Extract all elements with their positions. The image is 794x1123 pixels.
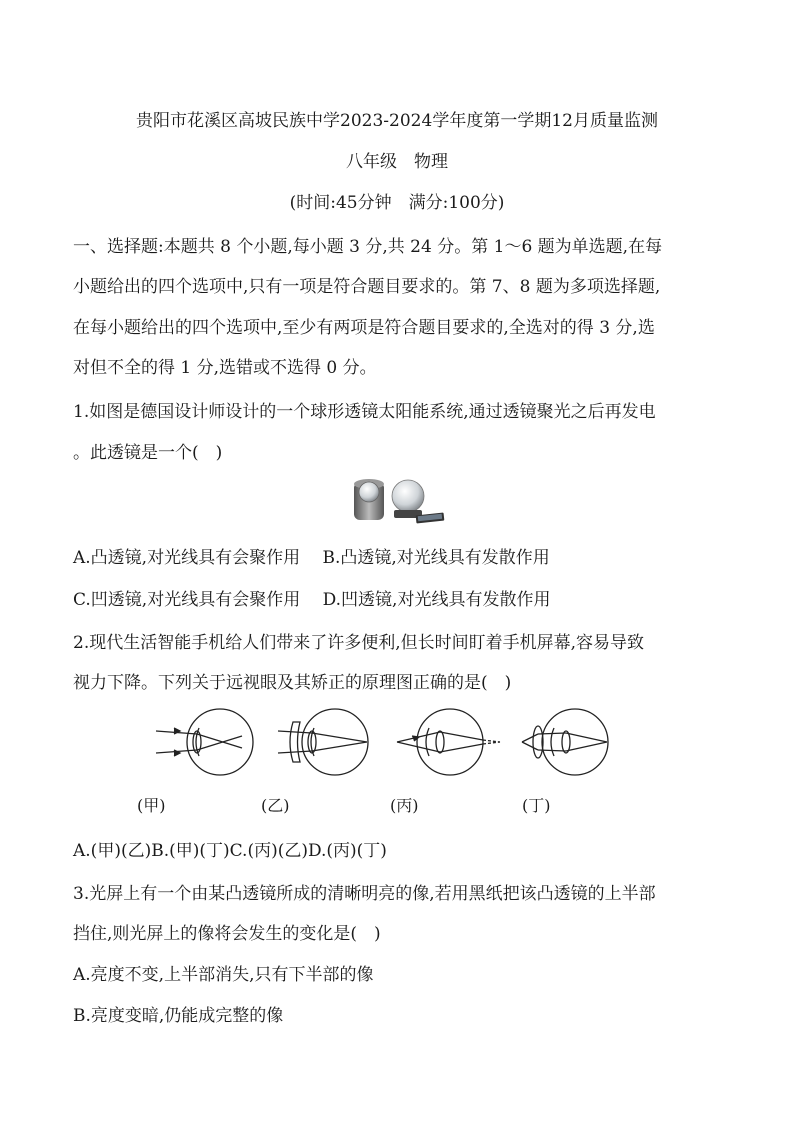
solar-sphere-lens-photo [350, 474, 450, 526]
question-2-stem-line: 视力下降。下列关于远视眼及其矫正的原理图正确的是( ) [73, 673, 512, 693]
eye-diagram-ding [522, 709, 608, 775]
question-1-stem-line: 。此透镜是一个( ) [73, 443, 223, 463]
question-3-stem-line: 挡住,则光屏上的像将会发生的变化是( ) [73, 924, 381, 944]
question-1-stem-line: 1.如图是德国设计师设计的一个球形透镜太阳能系统,通过透镜聚光之后再发电 [73, 402, 656, 422]
figure-caption-bing: (丙) [390, 796, 419, 815]
question-2-stem-line: 2.现代生活智能手机给人们带来了许多便利,但长时间盯着手机屏幕,容易导致 [73, 633, 645, 653]
eye-diagrams [150, 700, 650, 785]
section-instructions-line: 一、选择题:本题共 8 个小题,每小题 3 分,共 24 分。第 1～6 题为单选题,在每 [73, 237, 663, 257]
question-3-stem-line: 3.光屏上有一个由某凸透镜所成的清晰明亮的像,若用黑纸把该凸透镜的上半部 [73, 884, 656, 904]
exam-subtitle: 八年级 物理 [346, 152, 448, 172]
eye-diagram-bing [397, 709, 500, 775]
eye-diagram-yi [278, 709, 368, 775]
figure-caption-ding: (丁) [522, 796, 551, 815]
exam-meta: (时间:45分钟 满分:100分) [289, 193, 505, 213]
section-instructions-line: 对但不全的得 1 分,选错或不选得 0 分。 [73, 358, 377, 378]
eye-diagram-jia [156, 709, 253, 775]
question-1-options-row: A.凸透镜,对光线具有会聚作用 B.凸透镜,对光线具有发散作用 [73, 548, 550, 568]
figure-caption-jia: (甲) [137, 796, 166, 815]
question-3-option-a: A.亮度不变,上半部消失,只有下半部的像 [73, 965, 374, 985]
section-instructions-line: 在每小题给出的四个选项中,至少有两项是符合题目要求的,全选对的得 3 分,选 [73, 318, 655, 338]
question-2-options: A.(甲)(乙)B.(甲)(丁)C.(丙)(乙)D.(丙)(丁) [73, 841, 387, 861]
question-3-option-b: B.亮度变暗,仍能成完整的像 [73, 1006, 284, 1026]
question-1-options-row: C.凹透镜,对光线具有会聚作用 D.凹透镜,对光线具有发散作用 [73, 590, 551, 610]
figure-caption-yi: (乙) [261, 796, 290, 815]
section-instructions-line: 小题给出的四个选项中,只有一项是符合题目要求的。第 7、8 题为多项选择题, [73, 277, 661, 297]
exam-title: 贵阳市花溪区高坡民族中学2023-2024学年度第一学期12月质量监测 [136, 111, 658, 131]
